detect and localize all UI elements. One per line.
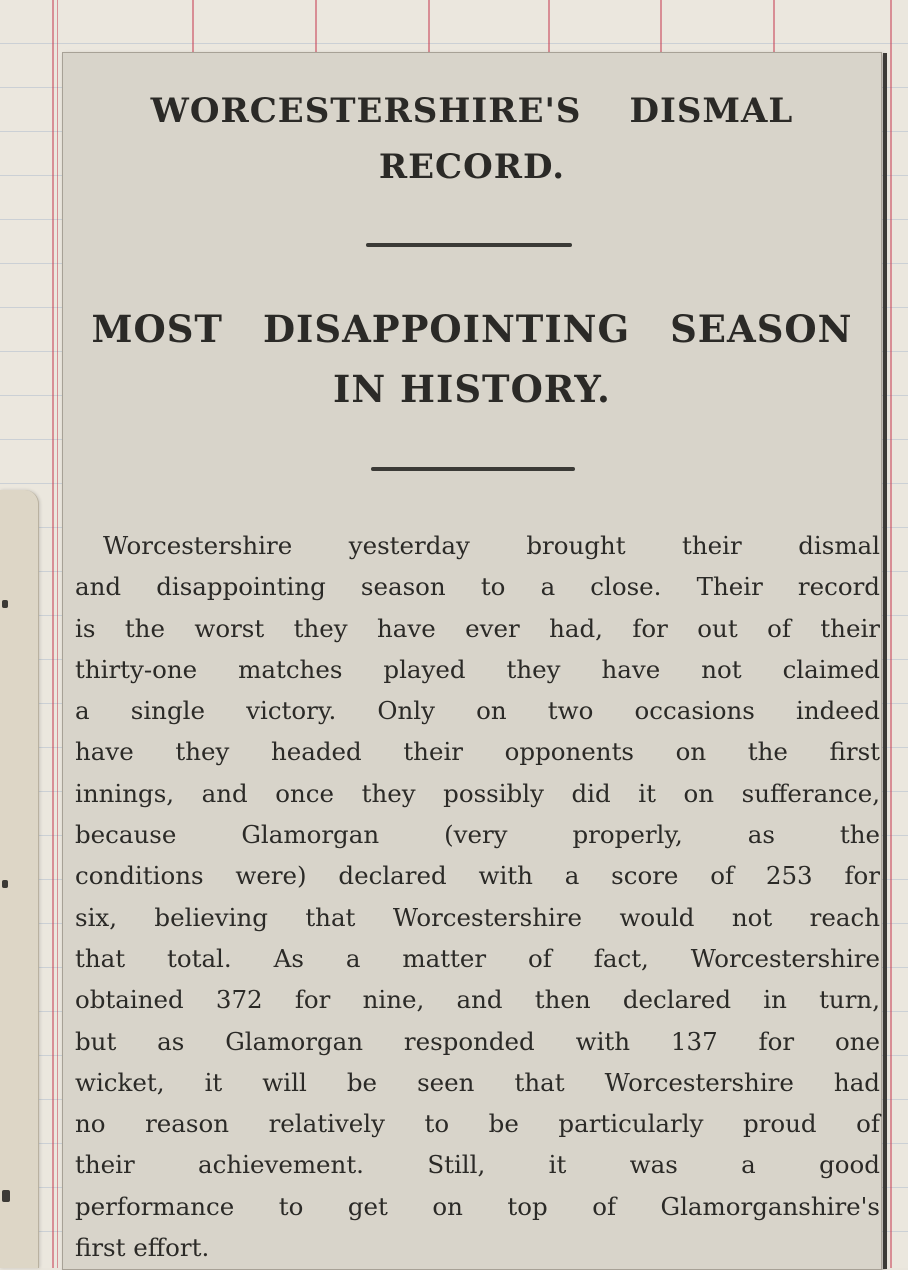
article-line: their achievement. Still, it was a good bbox=[75, 1150, 880, 1180]
article-line: because Glamorgan (very properly, as the bbox=[75, 820, 880, 850]
article-line: wicket, it will be seen that Worcestershire had bbox=[75, 1067, 880, 1097]
newspaper-clipping bbox=[62, 52, 882, 1270]
ruled-column-line bbox=[548, 0, 550, 52]
article-line: have they headed their opponents on the first bbox=[75, 737, 880, 767]
subheadline bbox=[63, 299, 881, 419]
ruled-column-line bbox=[315, 0, 317, 52]
article-line: innings, and once they possibly did it on sufferance, bbox=[75, 778, 880, 808]
ruled-column-line bbox=[428, 0, 430, 52]
article-line: that total. As a matter of fact, Worcestershire bbox=[75, 943, 880, 973]
article-line: is the worst they have ever had, for out of their bbox=[75, 613, 880, 643]
article-line: no reason relatively to be particularly proud of bbox=[75, 1109, 880, 1139]
article-line: conditions were) declared with a score of 253 for bbox=[75, 861, 880, 891]
subheadline-word: SEASON bbox=[670, 307, 853, 351]
subheadline-word: DISAPPOINTING bbox=[262, 307, 631, 351]
margin-line bbox=[52, 0, 54, 1268]
article-line: six, believing that Worcestershire would not reach bbox=[75, 902, 880, 932]
article-line: Worcestershire yesterday brought their dismal bbox=[103, 531, 880, 560]
ink-mark bbox=[2, 880, 8, 888]
article-line: performance to get on top of Glamorganshire's bbox=[75, 1191, 880, 1221]
article-line: obtained 372 for nine, and then declared in turn, bbox=[75, 985, 880, 1015]
ruled-column-line bbox=[192, 0, 194, 52]
ruled-column-line bbox=[773, 0, 775, 52]
headline-word: RECORD. bbox=[378, 147, 566, 187]
divider-rule bbox=[366, 243, 572, 247]
ruled-column-line bbox=[660, 0, 662, 52]
clipping-shadow-edge bbox=[883, 53, 887, 1269]
ink-mark bbox=[2, 1190, 10, 1202]
margin-line bbox=[57, 0, 58, 1268]
article-line: and disappointing season to a close. Their record bbox=[75, 572, 880, 602]
article-line: a single victory. Only on two occasions indeed bbox=[75, 696, 880, 726]
headline bbox=[63, 83, 881, 195]
subheadline-word: IN HISTORY. bbox=[333, 367, 611, 411]
article-body bbox=[75, 525, 880, 1268]
headline-word: WORCESTERSHIRE'S bbox=[150, 91, 582, 131]
ruled-column-line bbox=[890, 0, 892, 1268]
subheadline-word: MOST bbox=[91, 307, 223, 351]
ink-mark bbox=[2, 600, 8, 608]
adjacent-clipping-fragment bbox=[0, 490, 39, 1268]
article-line: but as Glamorgan responded with 137 for one bbox=[75, 1026, 880, 1056]
article-line: thirty-one matches played they have not claimed bbox=[75, 654, 880, 684]
headline-word: DISMAL bbox=[629, 91, 794, 131]
divider-rule bbox=[371, 467, 575, 471]
article-line: first effort. bbox=[75, 1233, 210, 1263]
